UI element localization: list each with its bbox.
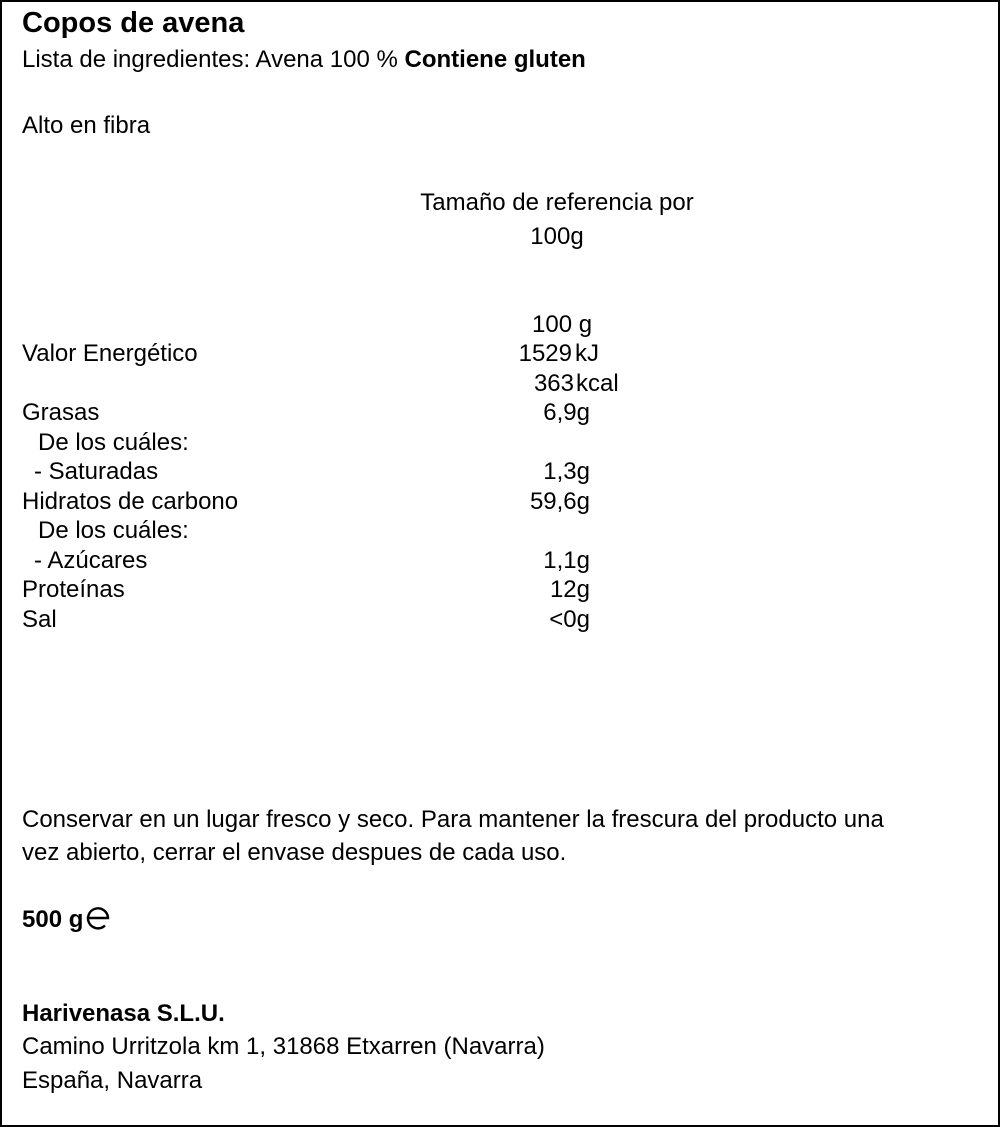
company-name: Harivenasa S.L.U. bbox=[22, 1000, 225, 1027]
row-value: 59,6g bbox=[529, 488, 590, 515]
row-label: Sal bbox=[22, 606, 57, 633]
storage-line2: vez abierto, cerrar el envase despues de cada uso. bbox=[22, 839, 567, 866]
column-header: 100 g bbox=[532, 311, 593, 338]
row-label: De los cuáles: bbox=[38, 429, 189, 456]
company-region: España, Navarra bbox=[22, 1067, 203, 1094]
ingredients-text: Lista de ingredientes: Avena 100 % bbox=[22, 46, 398, 73]
storage-line1: Conservar en un lugar fresco y seco. Para mantener la frescura del producto una bbox=[22, 806, 884, 833]
reference-heading-line1: Tamaño de referencia por bbox=[420, 189, 694, 216]
net-weight-value: 500 g bbox=[22, 906, 84, 933]
row-label: - Azúcares bbox=[34, 547, 148, 574]
company-address: Camino Urritzola km 1, 31868 Etxarren (Navarra) bbox=[22, 1033, 545, 1060]
row-unit: kJ bbox=[575, 340, 599, 367]
row-value: 1,1g bbox=[543, 547, 590, 574]
product-title: Copos de avena bbox=[22, 7, 245, 39]
row-label: Proteínas bbox=[22, 576, 125, 603]
ingredients-line bbox=[22, 46, 586, 74]
row-value: <0g bbox=[549, 606, 590, 633]
row-value: 12g bbox=[549, 576, 590, 603]
net-weight bbox=[22, 905, 111, 934]
estimated-sign-icon bbox=[85, 905, 111, 931]
row-label: Valor Energético bbox=[22, 340, 198, 367]
row-label: De los cuáles: bbox=[38, 517, 189, 544]
row-label: - Saturadas bbox=[34, 458, 159, 485]
reference-heading-line2: 100g bbox=[530, 223, 584, 250]
row-label: Grasas bbox=[22, 399, 100, 426]
nutrition-claim: Alto en fibra bbox=[22, 112, 151, 139]
row-label: Hidratos de carbono bbox=[22, 488, 239, 515]
row-value: 1,3g bbox=[543, 458, 590, 485]
row-value: 6,9g bbox=[543, 399, 590, 426]
row-value: 1529 bbox=[518, 340, 572, 367]
row-value: 363 bbox=[533, 370, 574, 397]
row-unit: kcal bbox=[576, 370, 619, 397]
allergen-warning: Contiene gluten bbox=[404, 46, 586, 73]
